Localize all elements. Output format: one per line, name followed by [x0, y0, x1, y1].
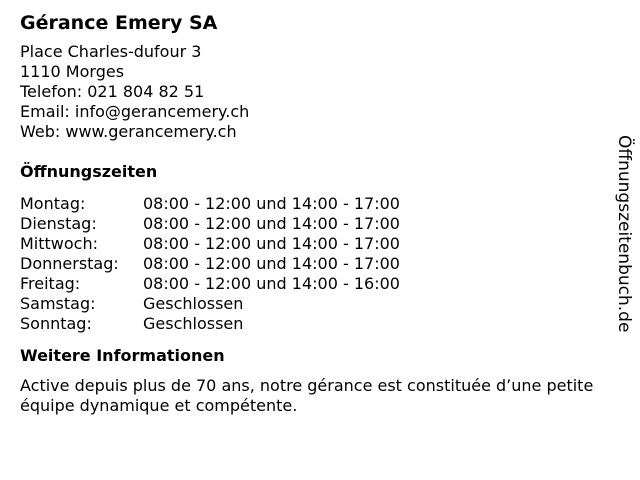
hours-day: Sonntag: [20, 314, 92, 333]
more-info-text: Active depuis plus de 70 ans, notre gérance est constituée d’une petite équipe dynamique et compétente. [20, 376, 594, 415]
opening-hours-title: Öffnungszeiten [20, 162, 158, 181]
hours-row [20, 214, 605, 234]
web-line: Web: www.gerancemery.ch [20, 122, 237, 141]
address-city: 1110 Morges [20, 62, 125, 81]
business-name: Gérance Emery SA [20, 12, 218, 34]
hours-row [20, 274, 605, 294]
hours-time: 08:00 - 12:00 und 14:00 - 17:00 [143, 234, 400, 253]
hours-time: Geschlossen [143, 314, 244, 333]
hours-row [20, 234, 605, 254]
hours-row [20, 294, 605, 314]
email-line: Email: info@gerancemery.ch [20, 102, 250, 121]
hours-day: Dienstag: [20, 214, 97, 233]
hours-time: 08:00 - 12:00 und 14:00 - 17:00 [143, 194, 400, 213]
hours-row [20, 194, 605, 214]
hours-time: 08:00 - 12:00 und 14:00 - 17:00 [143, 254, 400, 273]
site-watermark: Öffnungszeitenbuch.de [614, 135, 634, 333]
opening-hours-list [20, 194, 605, 334]
hours-day: Samstag: [20, 294, 96, 313]
address-street: Place Charles-dufour 3 [20, 42, 202, 61]
hours-row [20, 254, 605, 274]
phone-line: Telefon: 021 804 82 51 [20, 82, 205, 101]
hours-day: Mittwoch: [20, 234, 98, 253]
hours-day: Freitag: [20, 274, 81, 293]
hours-day: Montag: [20, 194, 86, 213]
hours-row [20, 314, 605, 334]
hours-time: 08:00 - 12:00 und 14:00 - 16:00 [143, 274, 400, 293]
business-card [20, 10, 605, 416]
more-info-title: Weitere Informationen [20, 346, 225, 365]
hours-day: Donnerstag: [20, 254, 119, 273]
hours-time: 08:00 - 12:00 und 14:00 - 17:00 [143, 214, 400, 233]
hours-time: Geschlossen [143, 294, 244, 313]
